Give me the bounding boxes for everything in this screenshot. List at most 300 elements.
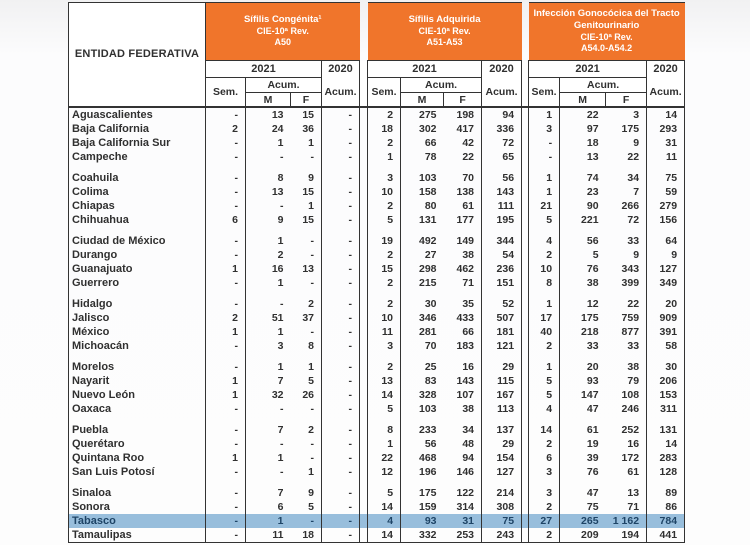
- value-cell: 7: [606, 185, 647, 199]
- value-cell: 246: [606, 402, 647, 416]
- value-cell: 198: [444, 107, 482, 122]
- value-cell: 16: [606, 437, 647, 451]
- group-gap-cell: [360, 388, 368, 402]
- value-cell: 27: [424, 249, 437, 261]
- value-cell: 137: [482, 423, 522, 437]
- value-cell: 75: [482, 514, 522, 528]
- value-cell: 336: [482, 122, 522, 136]
- entity-name-cell: Querétaro: [69, 437, 206, 451]
- value-cell: -: [322, 136, 360, 150]
- entity-name-cell: Chiapas: [69, 199, 206, 213]
- group-gap-cell: [522, 276, 529, 290]
- value-cell: -: [322, 465, 360, 479]
- value-cell: 214: [482, 486, 522, 500]
- value-cell: 1: [277, 235, 284, 247]
- separator-cell: [560, 479, 606, 486]
- value-cell: 26: [291, 388, 322, 402]
- group-separator-row: [69, 416, 685, 423]
- group-gap-cell: [360, 528, 368, 543]
- value-cell: -: [322, 514, 360, 528]
- value-cell: 181: [482, 325, 522, 339]
- value-cell: 89: [647, 486, 685, 500]
- table-row: [69, 402, 685, 416]
- value-cell: -: [322, 374, 360, 388]
- table-row: [69, 276, 685, 290]
- value-cell: 54: [482, 248, 522, 262]
- value-cell: 2: [529, 248, 560, 262]
- separator-cell: [401, 479, 444, 486]
- table-row: [69, 311, 685, 325]
- entity-name-cell: Sonora: [69, 500, 206, 514]
- table-row: [69, 297, 685, 311]
- value-cell: 3: [368, 171, 401, 185]
- value-cell: 5: [368, 486, 401, 500]
- value-cell: -: [206, 171, 246, 185]
- value-cell: 33: [606, 234, 647, 248]
- separator-cell: [368, 227, 401, 234]
- table-row: [69, 150, 685, 164]
- value-cell: 76: [586, 263, 599, 275]
- value-cell: 206: [647, 374, 685, 388]
- value-cell: 909: [647, 311, 685, 325]
- value-cell: 3: [277, 340, 284, 352]
- value-cell: 1 162: [606, 514, 647, 528]
- value-cell: 507: [482, 311, 522, 325]
- value-cell: 349: [647, 276, 685, 290]
- separator-cell: [69, 479, 206, 486]
- group-gap-cell: [360, 451, 368, 465]
- value-cell: 5: [529, 388, 560, 402]
- value-cell: 33: [586, 340, 599, 352]
- group-gap-cell: [360, 325, 368, 339]
- value-cell: 7: [277, 487, 284, 499]
- cumulative-2020-header: Acum.: [647, 78, 685, 108]
- value-cell: 1: [277, 361, 284, 373]
- group-gap-cell: [522, 262, 529, 276]
- male-header: M: [401, 93, 444, 108]
- value-cell: 759: [606, 311, 647, 325]
- value-cell: 9: [291, 486, 322, 500]
- value-cell: 30: [647, 360, 685, 374]
- value-cell: 15: [291, 107, 322, 122]
- separator-cell: [69, 290, 206, 297]
- separator-cell: [246, 479, 291, 486]
- value-cell: -: [322, 451, 360, 465]
- separator-cell: [246, 290, 291, 297]
- value-cell: 2: [277, 249, 284, 261]
- year-2020-header: 2020: [647, 61, 685, 78]
- table-row: [69, 199, 685, 213]
- year-2020-header: 2020: [322, 61, 360, 78]
- group-gap-cell: [360, 437, 368, 451]
- group-gap-cell: [522, 451, 529, 465]
- value-cell: 78: [424, 151, 437, 163]
- group-gap-cell: [522, 325, 529, 339]
- week-header: Sem.: [206, 78, 246, 108]
- header-gap: [360, 3, 368, 61]
- value-cell: 332: [401, 528, 444, 543]
- separator-cell: [69, 353, 206, 360]
- value-cell: 1: [529, 297, 560, 311]
- table-row: [69, 528, 685, 543]
- entity-name-cell: Quintana Roo: [69, 451, 206, 465]
- value-cell: 3: [529, 486, 560, 500]
- value-cell: 29: [482, 437, 522, 451]
- value-cell: 6: [529, 451, 560, 465]
- group-codes: A54.0-A54.2: [581, 43, 633, 54]
- group-header-sifilis-congenita: [206, 3, 360, 61]
- value-cell: 36: [291, 122, 322, 136]
- value-cell: 221: [581, 214, 599, 226]
- separator-cell: [322, 416, 360, 423]
- separator-cell: [529, 290, 560, 297]
- value-cell: 302: [419, 123, 437, 135]
- separator-cell: [368, 416, 401, 423]
- entity-name-cell: Campeche: [69, 150, 206, 164]
- group-gap-cell: [522, 339, 529, 353]
- value-cell: -: [322, 423, 360, 437]
- value-cell: -: [291, 248, 322, 262]
- value-cell: 1: [246, 514, 291, 528]
- value-cell: 147: [581, 389, 599, 401]
- value-cell: 56: [424, 438, 437, 450]
- value-cell: 2: [206, 311, 246, 325]
- value-cell: 3: [529, 465, 560, 479]
- value-cell: 177: [444, 213, 482, 227]
- value-cell: 72: [482, 136, 522, 150]
- value-cell: 103: [419, 403, 437, 415]
- separator-cell: [560, 227, 606, 234]
- cumulative-header: Acum.: [401, 78, 482, 93]
- group-gap-cell: [360, 185, 368, 199]
- value-cell: 468: [419, 452, 437, 464]
- group-gap-cell: [360, 234, 368, 248]
- table-row: [69, 262, 685, 276]
- value-cell: 1: [368, 150, 401, 164]
- value-cell: 215: [419, 277, 437, 289]
- group-title: Infección Gonocócica del Tracto Genitourinario: [533, 8, 680, 32]
- value-cell: 6: [206, 213, 246, 227]
- separator-cell: [291, 353, 322, 360]
- group-gap-cell: [522, 150, 529, 164]
- separator-cell: [246, 416, 291, 423]
- value-cell: 4: [368, 514, 401, 528]
- value-cell: 93: [586, 375, 599, 387]
- value-cell: 314: [444, 500, 482, 514]
- value-cell: 8: [291, 339, 322, 353]
- value-cell: 14: [368, 388, 401, 402]
- entity-name-cell: Aguascalientes: [69, 107, 206, 122]
- value-cell: 209: [560, 528, 606, 543]
- value-cell: 20: [586, 361, 599, 373]
- value-cell: 1: [291, 360, 322, 374]
- group-gap-cell: [522, 514, 529, 528]
- value-cell: 143: [444, 374, 482, 388]
- value-cell: -: [322, 388, 360, 402]
- separator-cell: [647, 164, 685, 171]
- value-cell: 1: [529, 185, 560, 199]
- header-gap: [522, 3, 529, 61]
- value-cell: 75: [647, 171, 685, 185]
- separator-cell: [482, 353, 522, 360]
- value-cell: 15: [291, 185, 322, 199]
- value-cell: 3: [368, 339, 401, 353]
- value-cell: 38: [606, 360, 647, 374]
- value-cell: -: [206, 107, 246, 122]
- separator-cell: [482, 479, 522, 486]
- value-cell: 146: [444, 465, 482, 479]
- separator-cell: [444, 164, 482, 171]
- value-cell: 175: [581, 312, 599, 324]
- value-cell: 80: [424, 200, 437, 212]
- value-cell: 108: [606, 388, 647, 402]
- value-cell: -: [322, 171, 360, 185]
- value-cell: 2: [206, 122, 246, 136]
- value-cell: -: [206, 500, 246, 514]
- value-cell: 107: [444, 388, 482, 402]
- value-cell: 1: [277, 277, 284, 289]
- value-cell: 10: [368, 311, 401, 325]
- value-cell: 127: [647, 262, 685, 276]
- group-gap-cell: [360, 500, 368, 514]
- value-cell: -: [322, 199, 360, 213]
- value-cell: 1: [206, 451, 246, 465]
- value-cell: -: [322, 486, 360, 500]
- group-gap-cell: [522, 500, 529, 514]
- group-gap-cell: [522, 374, 529, 388]
- separator-cell: [401, 227, 444, 234]
- value-cell: -: [322, 500, 360, 514]
- value-cell: 5: [368, 402, 401, 416]
- value-cell: 70: [444, 171, 482, 185]
- value-cell: 433: [444, 311, 482, 325]
- value-cell: -: [206, 360, 246, 374]
- entity-name-cell: Nayarit: [69, 374, 206, 388]
- value-cell: -: [322, 213, 360, 227]
- table-row: [69, 325, 685, 339]
- value-cell: 27: [529, 514, 560, 528]
- value-cell: 113: [482, 402, 522, 416]
- separator-cell: [322, 164, 360, 171]
- separator-cell: [246, 353, 291, 360]
- value-cell: -: [291, 451, 322, 465]
- group-gap-cell: [522, 388, 529, 402]
- group-gap-cell: [360, 213, 368, 227]
- value-cell: 15: [368, 262, 401, 276]
- value-cell: 2: [368, 360, 401, 374]
- value-cell: 172: [606, 451, 647, 465]
- separator-cell: [560, 290, 606, 297]
- group-gap-cell: [522, 234, 529, 248]
- value-cell: 8: [529, 276, 560, 290]
- value-cell: 52: [482, 297, 522, 311]
- value-cell: 3: [529, 122, 560, 136]
- value-cell: 1: [291, 199, 322, 213]
- value-cell: 492: [419, 235, 437, 247]
- group-gap-cell: [522, 185, 529, 199]
- value-cell: 64: [647, 234, 685, 248]
- value-cell: 10: [368, 185, 401, 199]
- group-gap-cell: [522, 107, 529, 122]
- value-cell: 2: [368, 107, 401, 122]
- value-cell: 1: [529, 360, 560, 374]
- value-cell: 279: [647, 199, 685, 213]
- separator-cell: [529, 416, 560, 423]
- value-cell: 94: [444, 451, 482, 465]
- separator-cell: [560, 416, 606, 423]
- value-cell: 143: [482, 185, 522, 199]
- separator-cell: [529, 164, 560, 171]
- value-cell: 233: [419, 424, 437, 436]
- separator-cell: [522, 479, 529, 486]
- separator-cell: [647, 227, 685, 234]
- value-cell: -: [280, 438, 284, 450]
- separator-cell: [291, 227, 322, 234]
- entity-name-cell: Baja California Sur: [69, 136, 206, 150]
- group-gap-cell: [360, 514, 368, 528]
- table-row: [69, 234, 685, 248]
- value-cell: 20: [647, 297, 685, 311]
- value-cell: 159: [419, 501, 437, 513]
- value-cell: 24: [271, 123, 284, 135]
- separator-cell: [360, 164, 368, 171]
- group-gap-cell: [522, 297, 529, 311]
- value-cell: 31: [444, 514, 482, 528]
- group-gap-cell: [522, 199, 529, 213]
- value-cell: 154: [482, 451, 522, 465]
- group-separator-row: [69, 164, 685, 171]
- group-gap-cell: [522, 171, 529, 185]
- value-cell: 175: [419, 487, 437, 499]
- header-gap: [522, 61, 529, 108]
- group-gap-cell: [360, 199, 368, 213]
- separator-cell: [291, 164, 322, 171]
- value-cell: 22: [586, 109, 599, 121]
- table-row: [69, 374, 685, 388]
- group-title: Sífilis Congénita¹: [243, 14, 322, 26]
- value-cell: -: [206, 276, 246, 290]
- separator-cell: [368, 290, 401, 297]
- value-cell: 266: [606, 199, 647, 213]
- value-cell: 12: [368, 465, 401, 479]
- group-header-gonococica: [529, 3, 685, 61]
- group-gap-cell: [522, 465, 529, 479]
- value-cell: -: [529, 150, 560, 164]
- table-row: [69, 486, 685, 500]
- value-cell: 344: [482, 234, 522, 248]
- value-cell: 14: [368, 500, 401, 514]
- cumulative-header: Acum.: [246, 78, 322, 93]
- separator-cell: [560, 353, 606, 360]
- separator-cell: [360, 479, 368, 486]
- value-cell: 94: [482, 107, 522, 122]
- value-cell: 121: [482, 339, 522, 353]
- value-cell: 5: [368, 213, 401, 227]
- value-cell: 58: [647, 339, 685, 353]
- group-gap-cell: [360, 402, 368, 416]
- entity-name-cell: Sinaloa: [69, 486, 206, 500]
- separator-cell: [401, 290, 444, 297]
- value-cell: 22: [444, 150, 482, 164]
- value-cell: 158: [419, 186, 437, 198]
- value-cell: 9: [291, 171, 322, 185]
- group-codes: A50: [274, 37, 292, 48]
- value-cell: -: [322, 107, 360, 122]
- value-cell: 9: [606, 136, 647, 150]
- male-header: M: [246, 93, 291, 108]
- value-cell: 76: [586, 466, 599, 478]
- cumulative-header: Acum.: [560, 78, 647, 93]
- group-gap-cell: [360, 171, 368, 185]
- group-gap-cell: [522, 213, 529, 227]
- group-gap-cell: [360, 276, 368, 290]
- table-row: [69, 500, 685, 514]
- separator-cell: [360, 290, 368, 297]
- value-cell: 22: [606, 297, 647, 311]
- value-cell: 38: [444, 248, 482, 262]
- value-cell: -: [291, 234, 322, 248]
- value-cell: 16: [444, 360, 482, 374]
- value-cell: 328: [419, 389, 437, 401]
- value-cell: 12: [586, 298, 599, 310]
- year-2021-header: 2021: [368, 61, 482, 78]
- value-cell: 56: [482, 171, 522, 185]
- value-cell: 16: [271, 263, 284, 275]
- group-title: Sífilis Adquirida: [408, 14, 481, 26]
- group-separator-row: [69, 353, 685, 360]
- value-cell: 441: [647, 528, 685, 543]
- value-cell: -: [206, 486, 246, 500]
- value-cell: 38: [586, 277, 599, 289]
- value-cell: 13: [271, 186, 284, 198]
- value-cell: 11: [647, 150, 685, 164]
- cumulative-2020-header: Acum.: [482, 78, 522, 108]
- value-cell: 14: [647, 437, 685, 451]
- separator-cell: [401, 416, 444, 423]
- separator-cell: [606, 416, 647, 423]
- separator-cell: [560, 164, 606, 171]
- value-cell: 2: [529, 500, 560, 514]
- group-gap-cell: [360, 248, 368, 262]
- separator-cell: [206, 290, 246, 297]
- value-cell: 275: [419, 109, 437, 121]
- value-cell: 5: [529, 374, 560, 388]
- group-gap-cell: [360, 374, 368, 388]
- value-cell: 93: [401, 514, 444, 528]
- value-cell: 13: [586, 151, 599, 163]
- value-cell: -: [206, 297, 246, 311]
- value-cell: 8: [277, 172, 284, 184]
- header-gap: [360, 61, 368, 108]
- value-cell: 877: [606, 325, 647, 339]
- separator-cell: [529, 479, 560, 486]
- value-cell: -: [206, 185, 246, 199]
- separator-cell: [522, 164, 529, 171]
- value-cell: 2: [291, 297, 322, 311]
- value-cell: 1: [206, 374, 246, 388]
- value-cell: 7: [277, 424, 284, 436]
- separator-cell: [322, 479, 360, 486]
- value-cell: 8: [368, 423, 401, 437]
- value-cell: 2: [368, 248, 401, 262]
- value-cell: 14: [647, 107, 685, 122]
- separator-cell: [401, 164, 444, 171]
- value-cell: 4: [529, 234, 560, 248]
- separator-cell: [647, 416, 685, 423]
- entity-name-cell: Colima: [69, 185, 206, 199]
- epidemiology-table: [68, 2, 685, 543]
- value-cell: 70: [424, 340, 437, 352]
